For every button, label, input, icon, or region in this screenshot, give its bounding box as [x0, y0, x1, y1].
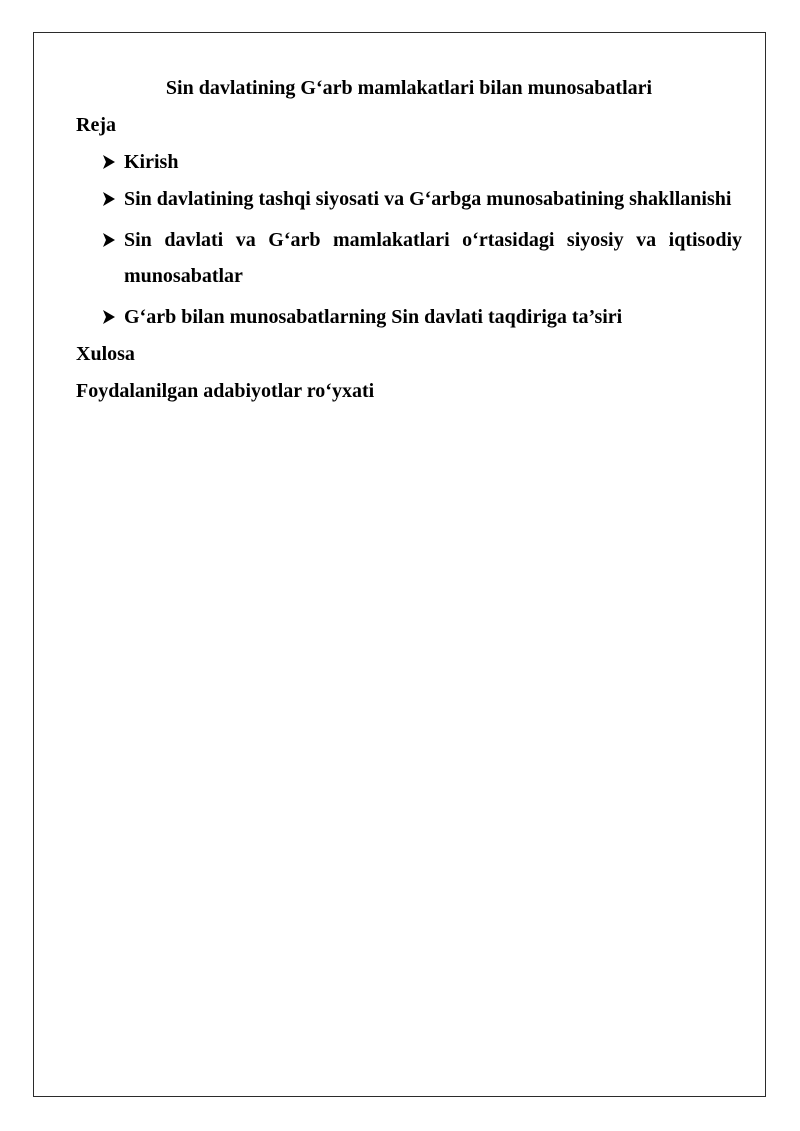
plan-item-impact-on-fate [76, 299, 742, 335]
plan-item-foreign-policy [76, 181, 742, 217]
arrowhead-bullet-icon [102, 144, 120, 180]
conclusion-heading: Xulosa [76, 343, 135, 365]
document-content [76, 74, 742, 414]
plan-item-introduction [76, 144, 742, 180]
plan-item-political-economic-relations [76, 222, 742, 294]
plan-heading: Reja [76, 114, 116, 136]
plan-item-label: Sin davlatining tashqi siyosati va G‘arbga munosabatining shakllanishi [124, 188, 732, 210]
document-title: Sin davlatining G‘arb mamlakatlari bilan munosabatlari [165, 77, 653, 99]
arrowhead-bullet-icon [102, 222, 120, 258]
plan-item-label: G‘arb bilan munosabatlarning Sin davlati taqdiriga ta’siri [124, 306, 623, 328]
arrowhead-bullet-icon [102, 299, 120, 335]
plan-item-label: Kirish [124, 151, 179, 173]
plan-item-label: Sin davlati va G‘arb mamlakatlari o‘rtasidagi siyosiy va iqtisodiy munosabatlar [124, 229, 742, 287]
plan-list [76, 144, 742, 335]
references-heading: Foydalanilgan adabiyotlar ro‘yxati [76, 380, 375, 402]
arrowhead-bullet-icon [102, 181, 120, 217]
